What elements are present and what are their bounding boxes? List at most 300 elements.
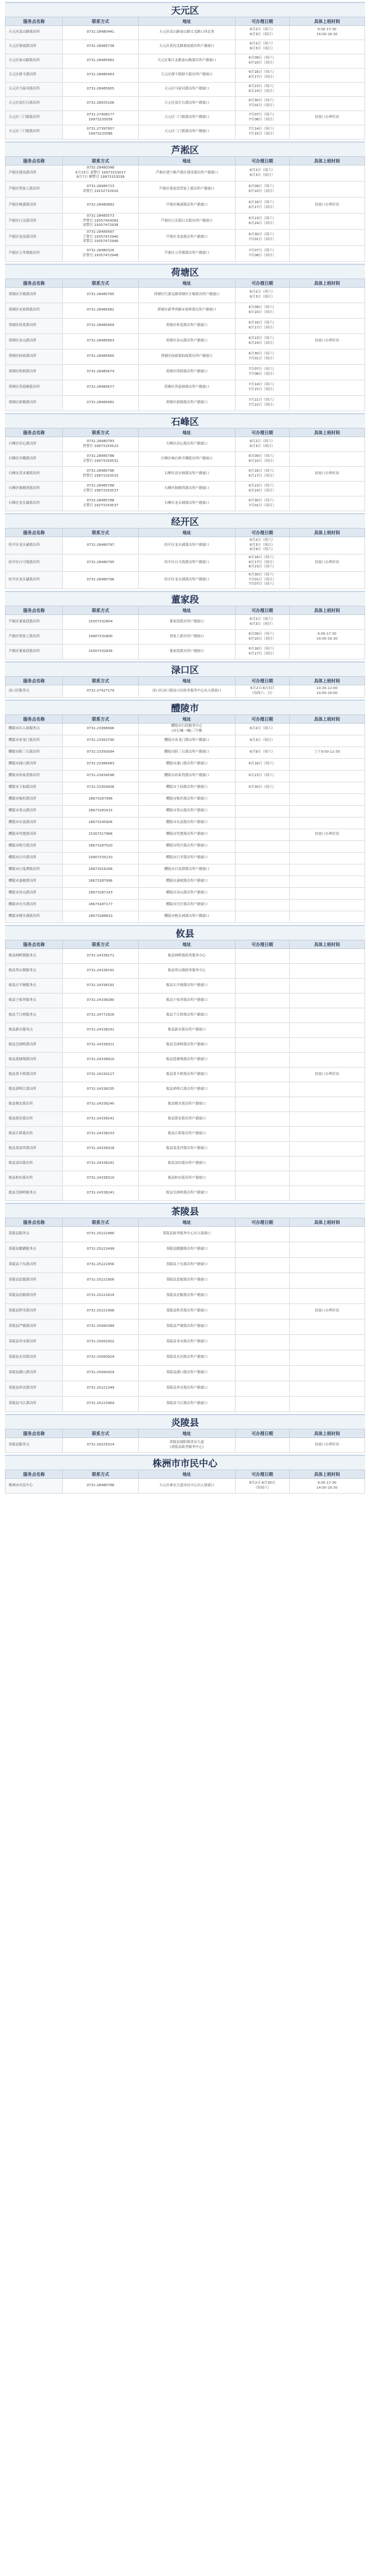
table-row — [6, 1242, 365, 1258]
header-row — [6, 17, 365, 26]
working-hours — [289, 1097, 364, 1112]
service-point-name: 经开区白马垅派出所 — [6, 554, 63, 572]
contact-info: 0731-24338191 — [63, 979, 138, 993]
address: 荷塘区新塘派出所户籍窗口 — [138, 396, 235, 411]
table-row — [6, 1350, 365, 1366]
service-point-name: 天元区三门镇派出所 — [6, 111, 63, 125]
table-row — [6, 1127, 365, 1142]
service-point-name: 芦淞区贺家土派出所 — [6, 182, 63, 198]
contact-info: 0731-23434598 — [63, 771, 138, 782]
available-date: 6月09日（周六） 6月10日（周日） — [236, 182, 289, 198]
section-table — [5, 714, 365, 923]
column-header: 可办理日期 — [236, 279, 289, 288]
available-date — [236, 1082, 289, 1097]
address: 茶陵县虎踞派出所户籍窗口 — [138, 1289, 235, 1304]
service-point-name: 攸县石羊塘服务点 — [6, 979, 63, 993]
working-hours: 上午9:00-12:30 — [289, 747, 364, 759]
contact-info: 0731-28485677 — [63, 380, 138, 396]
working-hours: 按窗口办理时间 — [289, 111, 364, 125]
table-row — [6, 841, 365, 853]
service-point-name: 荷塘区仙庾派出所 — [6, 349, 63, 365]
address: 天元区三门镇派出所户籍窗口 — [138, 125, 235, 140]
working-hours — [289, 69, 364, 83]
service-point-name: 茶陵县严塘派出所 — [6, 1319, 63, 1335]
available-date — [236, 1227, 289, 1242]
available-date — [236, 1038, 289, 1053]
available-date — [236, 1008, 289, 1023]
service-point-name: 经开区龙头铺派出所 — [6, 572, 63, 589]
available-date — [236, 1156, 289, 1171]
table-row — [6, 735, 365, 747]
service-point-name: 茶陵县枣市派出所 — [6, 1335, 63, 1350]
address: 天元区黄河北路栗雨派出所户籍窗口 — [138, 40, 235, 54]
address: 醴陵市行政服务中心 (市长喊一喊)三号楼 — [138, 724, 235, 735]
contact-info: 0731-28485573 罗警官 19357450093 刘警官 19357472938 — [63, 214, 138, 230]
available-date — [236, 876, 289, 888]
contact-info: 18673287177 — [63, 900, 138, 911]
address: 天元区三门镇派出所户籍窗口 — [138, 111, 235, 125]
header-row — [6, 1429, 365, 1438]
contact-info: 18673287243 — [63, 888, 138, 900]
available-date: 6月2日（周六） 6月3日（周日） — [236, 40, 289, 54]
address: 茶陵县秩堂派出所户籍窗口 — [138, 1304, 235, 1319]
working-hours — [289, 482, 364, 496]
available-date: 6月09日（周六） 6月10日（周日） — [236, 54, 289, 69]
available-date: 6月23日（周六） — [236, 771, 289, 782]
service-point-name: 醴陵市浦口派出所 — [6, 759, 63, 771]
available-date: 6月23日（周六） 6月24日（周日） — [236, 214, 289, 230]
contact-info: 0731-24338321 — [63, 1038, 138, 1053]
column-header: 联系方式 — [63, 279, 138, 288]
working-hours — [289, 230, 364, 246]
available-date — [236, 841, 289, 853]
working-hours — [289, 735, 364, 747]
column-header: 具体上班时间 — [289, 157, 364, 165]
column-header: 服务点名称 — [6, 1218, 63, 1227]
table-row — [6, 1023, 365, 1038]
table-row — [6, 54, 365, 69]
table-row — [6, 1258, 365, 1273]
column-header: 可办理日期 — [236, 1429, 289, 1438]
address: 茶陵县湖口派出所户籍窗口 — [138, 1366, 235, 1381]
contact-info: 0731-28480795 — [63, 554, 138, 572]
address: 醴陵市王仙派出所户籍窗口 — [138, 782, 235, 794]
address: 醴陵市明月派出所户籍窗口 — [138, 841, 235, 853]
working-hours — [289, 246, 364, 262]
address: 芦淞区枫溪派出所户籍窗口 — [138, 198, 235, 214]
table-row — [6, 1227, 365, 1242]
available-date — [236, 979, 289, 993]
working-hours — [289, 1156, 364, 1171]
contact-info: 0731-24338191 — [63, 964, 138, 979]
working-hours: 9:00-17:30 14:00-16:30 — [289, 26, 364, 40]
contact-info: 0731-28485786 韦警官 19973150532 — [63, 452, 138, 467]
address: 茶陵县思聪派出所户籍窗口 — [138, 1273, 235, 1289]
available-date — [236, 1350, 289, 1366]
address: 石峰区龙头铺派出所户籍窗口 — [138, 496, 235, 511]
address: 攸县桃水派出所户籍窗口 — [138, 1097, 235, 1112]
address: 茶陵县火田派出所户籍窗口 — [138, 1350, 235, 1366]
contact-info: 0731-24338241 — [63, 1156, 138, 1171]
table-row — [6, 993, 365, 1008]
contact-info: 0731-27427179 — [63, 685, 138, 698]
available-date: 6月16日（周六） 6月17日（周日） — [236, 198, 289, 214]
address: 经开区龙头铺派出所户籍窗口 — [138, 537, 235, 554]
working-hours — [289, 1127, 364, 1142]
working-hours — [289, 1171, 364, 1186]
address: 醴陵市板杉派出所户籍窗口 — [138, 794, 235, 806]
address: 炎陵县霞阳镇炎帝大道 (炎陵县政务服务中心) — [138, 1438, 235, 1453]
address: 天元区群丰镇群丰派出所户籍窗口 — [138, 69, 235, 83]
service-point-name: 茶陵县火田派出所 — [6, 1350, 63, 1366]
contact-info: 0731-25222499 — [63, 1242, 138, 1258]
contact-info: 0731-28480348 6月23日 刘警官 19973153017 8月7日 柳警官 19973153039 — [63, 165, 138, 182]
address: 茶陵县严塘派出所户籍窗口 — [138, 1319, 235, 1335]
section-title: 攸县 — [5, 925, 365, 940]
contact-info: 0731-23304938 — [63, 782, 138, 794]
available-date — [236, 1023, 289, 1038]
column-header: 可办理日期 — [236, 940, 289, 949]
working-hours — [289, 125, 364, 140]
available-date — [236, 1335, 289, 1350]
address: 荷塘区仙庾镇仙庾派出所户籍窗口 — [138, 349, 235, 365]
working-hours: 9:00-17:30 14:00-16:30 — [289, 630, 364, 645]
working-hours — [289, 1319, 364, 1335]
section-title: 醴陵市 — [5, 700, 365, 714]
working-hours — [289, 1142, 364, 1156]
working-hours: 按窗口办理时间 — [289, 829, 364, 841]
service-point-name: 茶陵县腰潞服务点 — [6, 1242, 63, 1258]
available-date: 6月9日（周六） — [236, 747, 289, 759]
address: 醴陵市茶山派出所户籍窗口 — [138, 806, 235, 818]
working-hours — [289, 782, 364, 794]
contact-info: 0731-27397957 19973233086 — [63, 125, 138, 140]
header-row — [6, 1218, 365, 1227]
address: 醴陵市嘉树派出所户籍窗口 — [138, 876, 235, 888]
address: 茶陵县下东派出所户籍窗口 — [138, 1258, 235, 1273]
address: 攸县黄丰桥派出所户籍窗口 — [138, 1068, 235, 1082]
available-date: 6月16日（周六） 6月17日（周日） — [236, 319, 289, 334]
column-header: 具体上班时间 — [289, 17, 364, 26]
contact-info: 0731-24338280 — [63, 993, 138, 1008]
contact-info: 0731-28485681 — [63, 303, 138, 319]
header-row — [6, 157, 365, 165]
table-row — [6, 685, 365, 698]
section-title: 芦淞区 — [5, 141, 365, 156]
available-date: 7月14日（周六） 7月15日（周日） — [236, 125, 289, 140]
service-point-name: 攸县桃水派出所 — [6, 1097, 63, 1112]
available-date — [236, 1438, 289, 1453]
contact-info: 0731-28485788 文警官 19273150537 — [63, 496, 138, 511]
section-table — [5, 156, 365, 262]
table-row — [6, 1053, 365, 1068]
service-point-name: 醴陵市白兔潭派出所 — [6, 864, 63, 876]
table-row — [6, 1366, 365, 1381]
working-hours — [289, 1335, 364, 1350]
service-point-name: 攸县宁家坪服务点 — [6, 993, 63, 1008]
table-row — [6, 69, 365, 83]
table-row — [6, 319, 365, 334]
available-date: 6月2日（周六） 6月3日（周日） — [236, 165, 289, 182]
table-row — [6, 818, 365, 829]
contact-info: 0731-28485697 王警官 19357472940 邓警官 19357472946 — [63, 230, 138, 246]
available-date — [236, 1053, 289, 1068]
address: 贺家土派出所户籍窗口 — [138, 630, 235, 645]
working-hours — [289, 993, 364, 1008]
working-hours: 10:30-12:00 14:00-16:00 — [289, 685, 364, 698]
table-row — [6, 806, 365, 818]
working-hours — [289, 349, 364, 365]
available-date — [236, 1397, 289, 1412]
section-table — [5, 278, 365, 411]
working-hours — [289, 1366, 364, 1381]
available-date — [236, 1381, 289, 1397]
contact-info: 0731-25221968 — [63, 1304, 138, 1319]
contact-info: 18673295906 — [63, 818, 138, 829]
column-header: 地址 — [138, 715, 235, 724]
section-table — [5, 1470, 365, 1494]
address: 芦淞区建宁路芦淞区建设派出所户籍窗口 — [138, 165, 235, 182]
contact-info: 0731-24338241 — [63, 1023, 138, 1038]
address: 茶陵县界首派出所户籍窗口 — [138, 1381, 235, 1397]
table-row — [6, 230, 365, 246]
working-hours — [289, 645, 364, 659]
available-date — [236, 993, 289, 1008]
table-row — [6, 853, 365, 864]
available-date — [236, 818, 289, 829]
column-header: 服务点名称 — [6, 157, 63, 165]
service-point-name: 醴陵市明月派出所 — [6, 841, 63, 853]
service-point-name: 石峰区铜塘湾派出所 — [6, 482, 63, 496]
available-date: 6月30日（周六） 7月01日（周日） 7月07日（周六） — [236, 572, 289, 589]
table-row — [6, 964, 365, 979]
working-hours — [289, 214, 364, 230]
section-title: 茶陵县 — [5, 1203, 365, 1218]
column-header: 地址 — [138, 429, 235, 437]
available-date: 6月23日（周六） 6月24日（周日） — [236, 334, 289, 349]
working-hours — [289, 759, 364, 771]
working-hours — [289, 1082, 364, 1097]
contact-info: 0731-28485796 曾警官 19973150533 — [63, 467, 138, 482]
available-date — [236, 829, 289, 841]
table-row — [6, 1097, 365, 1112]
contact-info: 0731-28480797 — [63, 537, 138, 554]
table-row — [6, 452, 365, 467]
available-date: 6月23日（周六） 6月24日（周日） — [236, 83, 289, 97]
table-row — [6, 794, 365, 806]
address: 荷塘区新华西路宋家桥派出所户籍窗口 — [138, 303, 235, 319]
service-point-name: 荷塘区茨菇塘派出所 — [6, 380, 63, 396]
available-date: 6月30日（周六） 7月01日（周日） — [236, 230, 289, 246]
contact-info: 0731-28485665 — [63, 349, 138, 365]
service-point-name: 攸县江桥派出所 — [6, 1127, 63, 1142]
header-row — [6, 606, 365, 615]
working-hours: 按窗口办理时间 — [289, 1304, 364, 1319]
column-header: 具体上班时间 — [289, 940, 364, 949]
column-header: 具体上班时间 — [289, 1218, 364, 1227]
available-date: 7月14日（周六） 7月15日（周日） — [236, 380, 289, 396]
table-row — [6, 349, 365, 365]
column-header: 联系方式 — [63, 940, 138, 949]
service-point-name: 芦淞区白关派出所 — [6, 214, 63, 230]
address: 茶陵县政务服务中心出入境窗口 — [138, 1227, 235, 1242]
available-date — [236, 1127, 289, 1142]
working-hours — [289, 888, 364, 900]
column-header: 联系方式 — [63, 529, 138, 537]
working-hours — [289, 452, 364, 467]
contact-info: 0731-26225024 — [63, 1438, 138, 1453]
column-header: 地址 — [138, 606, 235, 615]
available-date: 6月2日（周六） 6月3日（周日） — [236, 288, 289, 303]
table-row — [6, 1479, 365, 1494]
contact-info: 0731-24338171 — [63, 949, 138, 964]
header-row — [6, 715, 365, 724]
contact-info: 0731-23366483 — [63, 759, 138, 771]
address: 醴陵市沩山派出所户籍窗口 — [138, 888, 235, 900]
service-point-name: 攸县丫江桥服务点 — [6, 1008, 63, 1023]
address: 石峰区清水塘派出所户籍窗口 — [138, 467, 235, 482]
address: 董家段派出所户籍窗口 — [138, 645, 235, 659]
available-date: 6月16日（周六） 6月17日（周日） — [236, 467, 289, 482]
working-hours — [289, 83, 364, 97]
section-table — [5, 606, 365, 659]
table-row — [6, 83, 365, 97]
column-header: 地址 — [138, 677, 235, 685]
table-row — [6, 1186, 365, 1201]
address: 攸县网岭镇政务服务中心 — [138, 949, 235, 964]
contact-info: 15007332836 — [63, 645, 138, 659]
working-hours — [289, 900, 364, 911]
service-point-name: 醴陵市石亭派出所 — [6, 853, 63, 864]
service-point-name: 茶陵县湖口派出所 — [6, 1366, 63, 1381]
address: 董家段派出所户籍窗口 — [138, 615, 235, 630]
available-date: 6月2日（周六） 6月3日（周日） — [236, 437, 289, 452]
working-hours — [289, 1381, 364, 1397]
table-row — [6, 1068, 365, 1082]
address: 石峰区田心派出所户籍窗口 — [138, 437, 235, 452]
address: 攸县菜花坪派出所户籍窗口 — [138, 1142, 235, 1156]
section-7 — [5, 700, 365, 923]
contact-info: 15307317966 — [63, 829, 138, 841]
header-row — [6, 940, 365, 949]
available-date — [236, 1242, 289, 1258]
column-header: 地址 — [138, 17, 235, 26]
working-hours — [289, 303, 364, 319]
table-row — [6, 396, 365, 411]
working-hours — [289, 818, 364, 829]
contact-info: 0731-28485788 文警官 19973150537 — [63, 482, 138, 496]
available-date — [236, 964, 289, 979]
service-point-name: 醴陵市王仙派出所 — [6, 782, 63, 794]
available-date — [236, 1186, 289, 1201]
column-header: 地址 — [138, 940, 235, 949]
contact-info: 0731-28485674 — [63, 365, 138, 380]
contact-info: 0731-24338318 — [63, 1142, 138, 1156]
service-point-name: 醴陵市茶山派出所 — [6, 806, 63, 818]
section-5 — [5, 591, 365, 659]
available-date — [236, 1142, 289, 1156]
service-point-name: 攸县渌田派出所 — [6, 1156, 63, 1171]
column-header: 联系方式 — [63, 677, 138, 685]
working-hours — [289, 40, 364, 54]
contact-info: 15007332804 — [63, 615, 138, 630]
table-row — [6, 888, 365, 900]
section-1 — [5, 141, 365, 262]
section-title: 石峰区 — [5, 413, 365, 428]
contact-info: 0731-25060929 — [63, 1350, 138, 1366]
address: 茶陵县腰潞派出所户籍窗口 — [138, 1242, 235, 1258]
table-row — [6, 1397, 365, 1412]
available-date — [236, 911, 289, 923]
header-row — [6, 529, 365, 537]
address: 攸县宁家坪派出所户籍窗口 — [138, 993, 235, 1008]
service-point-name: 醴陵市官庄派出所 — [6, 900, 63, 911]
service-point-name: 醴陵市板杉派出所 — [6, 794, 63, 806]
column-header: 具体上班时间 — [289, 529, 364, 537]
contact-info: 0731-28480441 — [63, 26, 138, 40]
contact-info: 0731-23368996 — [63, 724, 138, 735]
table-row — [6, 829, 365, 841]
contact-info: 0731-25221349 — [63, 1381, 138, 1397]
contact-info: 0731-28505166 — [63, 97, 138, 111]
service-point-name: 醴陵市来龙门派出所 — [6, 735, 63, 747]
service-point-name: 醴陵市孙家湾派出所 — [6, 771, 63, 782]
address: 芦淞区白关镇白关派出所户籍窗口 — [138, 214, 235, 230]
address: 醴陵市来龙门派出所户籍窗口 — [138, 735, 235, 747]
working-hours — [289, 319, 364, 334]
address: 天元区嵩山路泰山路交叉路口西北角 — [138, 26, 235, 40]
contact-info: 0731-28485962 — [63, 54, 138, 69]
table-row — [6, 165, 365, 182]
service-point-name: 醴陵市嘉树派出所 — [6, 876, 63, 888]
column-header: 可办理日期 — [236, 157, 289, 165]
section-title: 经开区 — [5, 513, 365, 528]
service-point-name: 攸县联星派出所 — [6, 1112, 63, 1127]
service-point-name: 株洲市市民中心 — [6, 1479, 63, 1494]
column-header: 联系方式 — [63, 606, 138, 615]
working-hours — [289, 771, 364, 782]
service-point-name: 炎陵县服务点 — [6, 1438, 63, 1453]
working-hours — [289, 615, 364, 630]
table-row — [6, 496, 365, 511]
section-title: 炎陵县 — [5, 1414, 365, 1429]
working-hours — [289, 437, 364, 452]
service-point-name: 天元区群丰派出所 — [6, 69, 63, 83]
table-row — [6, 303, 365, 319]
service-point-name: 天元区马家河派出所 — [6, 83, 63, 97]
contact-info: 0731-24338310 — [63, 1171, 138, 1186]
available-date — [236, 1273, 289, 1289]
service-point-name: 茶陵县界首派出所 — [6, 1381, 63, 1397]
service-point-name: 芦淞区贺家土派出所 — [6, 630, 63, 645]
table-row — [6, 771, 365, 782]
contact-info: 0731-24338240 — [63, 1097, 138, 1112]
column-header: 联系方式 — [63, 1218, 138, 1227]
table-row — [6, 246, 365, 262]
contact-info: 0731-24338241 — [63, 1186, 138, 1201]
available-date — [236, 1289, 289, 1304]
column-header: 具体上班时间 — [289, 1429, 364, 1438]
service-point-name: 醴陵市枧头洲派出所 — [6, 911, 63, 923]
column-header: 地址 — [138, 157, 235, 165]
table-row — [6, 365, 365, 380]
column-header: 可办理日期 — [236, 715, 289, 724]
available-date: 7月07日（周六） 7月08日（周日） — [236, 246, 289, 262]
service-point-name: 荷塘区明照派出所 — [6, 365, 63, 380]
table-row — [6, 747, 365, 759]
address: 石峰区铜塘湾派出所户籍窗口 — [138, 482, 235, 496]
working-hours — [289, 1008, 364, 1023]
